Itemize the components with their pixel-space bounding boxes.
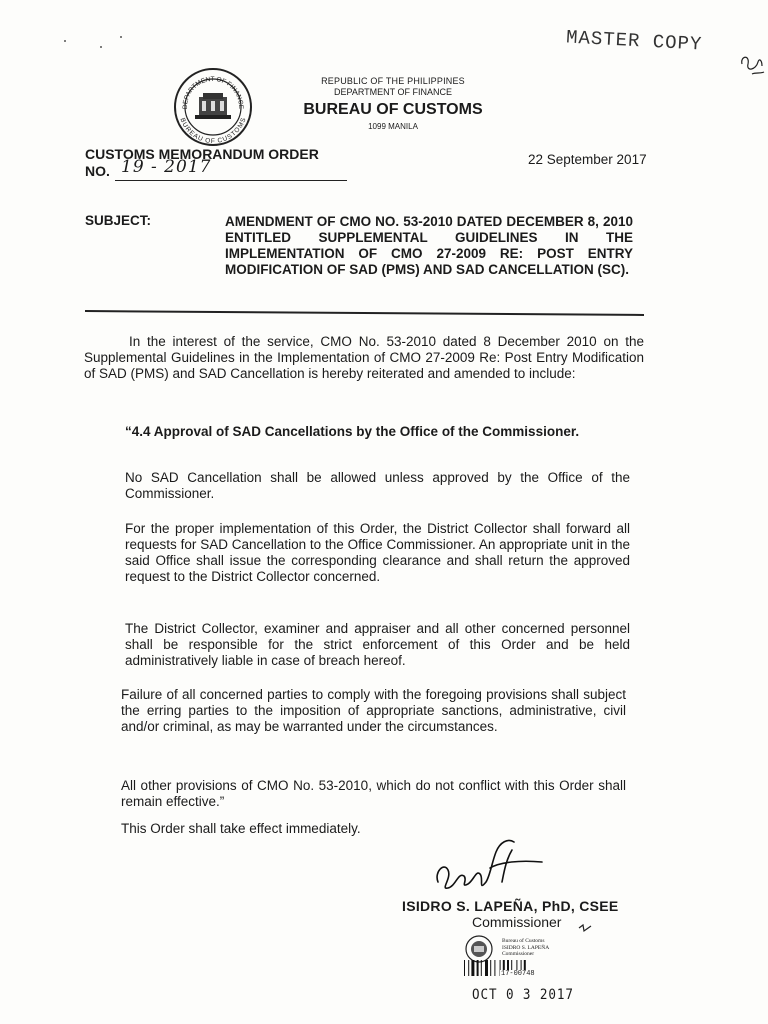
checkmark-scrawl-icon [578, 922, 592, 934]
barcode-bar [464, 960, 465, 976]
order-title: CUSTOMS MEMORANDUM ORDER [85, 146, 319, 162]
receiving-stamp-line2: ISIDRO S. LAPEÑA [502, 944, 550, 951]
barcode-bar [481, 960, 482, 976]
body-paragraph: Failure of all concerned parties to comply with the foregoing provisions shall subject the erring parties to the imposition of appropriate sanctions, administrative, civil and/or criminal, as may be warranted under the circumstances. [121, 687, 626, 734]
receiving-stamp-line3: Commissioner [502, 951, 535, 957]
barcode-bar [494, 960, 495, 976]
receiving-stamp-text [502, 938, 549, 958]
signatory-title: Commissioner [472, 914, 562, 930]
order-number-underline [115, 180, 347, 181]
receiving-seal-icon [465, 935, 493, 963]
order-date: 22 September 2017 [528, 152, 647, 167]
letterhead-department: DEPARTMENT OF FINANCE [333, 87, 452, 97]
barcode-bar [490, 960, 491, 976]
seal-top-text: DEPARTMENT OF FINANCE [181, 75, 245, 110]
received-date-stamp: OCT 0 3 2017 [472, 987, 574, 1003]
body-paragraph: No SAD Cancellation shall be allowed unless approved by the Office of the Commissioner. [125, 470, 630, 501]
barcode-number: 17-00748 [501, 970, 535, 978]
scan-speck [64, 40, 66, 42]
barcode-bar [468, 960, 469, 976]
scan-speck [120, 36, 122, 38]
master-copy-stamp: MASTER COPY [565, 26, 703, 56]
receiving-stamp-line1: Bureau of Customs [502, 938, 545, 944]
letterhead [278, 76, 508, 131]
barcode-bar [477, 960, 479, 976]
letterhead-republic: REPUBLIC OF THE PHILIPPINES [321, 76, 465, 86]
body-paragraph: All other provisions of CMO No. 53-2010, which do not conflict with this Order shall remain effective.” [121, 778, 626, 809]
order-number-value: 19 - 2017 [121, 157, 212, 177]
section-heading: “4.4 Approval of SAD Cancellations by the Office of the Commissioner. [125, 424, 580, 439]
barcode-bar [471, 960, 474, 976]
subject-label: SUBJECT: [85, 213, 152, 228]
order-number-row [85, 157, 347, 183]
signatory-name: ISIDRO S. LAPEÑA, PhD, CSEE [402, 898, 619, 914]
letterhead-city: 1099 MANILA [368, 122, 418, 131]
order-number-label: NO. [85, 163, 110, 179]
body-paragraph: For the proper implementation of this Order, the District Collector shall forward all requests for SAD Cancellation to the Office Commissioner. An appropriate unit in the said Office shall issue the corresponding clearance and shall return the approved request to the District Collector concerned. [125, 521, 630, 584]
seal-bottom-text: BUREAU OF CUSTOMS [178, 117, 248, 146]
intro-paragraph: In the interest of the service, CMO No. 53-2010 dated 8 December 2010 on the Supplemental Guidelines in the Implementation of CMO 27-2009 Re: Post Entry Modification of SAD (PMS) and SAD Cancellation is hereby reiterated and amended to include: [84, 334, 644, 381]
handwritten-signature [430, 832, 550, 902]
subject-text: AMENDMENT OF CMO NO. 53-2010 DATED DECEMBER 8, 2010 ENTITLED SUPPLEMENTAL GUIDELINES IN THE IMPLEMENTATION OF CMO 27-2009 RE: POST ENTRY MODIFICATION OF SAD (PMS) AND SAD CANCELLATION (SC). [225, 214, 633, 277]
bureau-seal-icon [173, 67, 253, 147]
barcode-bar [485, 960, 488, 976]
body-paragraph: The District Collector, examiner and appraiser and all other concerned personnel shall be responsible for the strict enforcement of this Order and be held administratively liable in case of breach hereof. [125, 621, 630, 668]
initials-scrawl-icon [738, 50, 766, 80]
closing-paragraph: This Order shall take effect immediately. [121, 821, 361, 836]
subject-divider [85, 310, 644, 316]
scan-speck [100, 46, 102, 48]
letterhead-bureau: BUREAU OF CUSTOMS [303, 101, 483, 118]
